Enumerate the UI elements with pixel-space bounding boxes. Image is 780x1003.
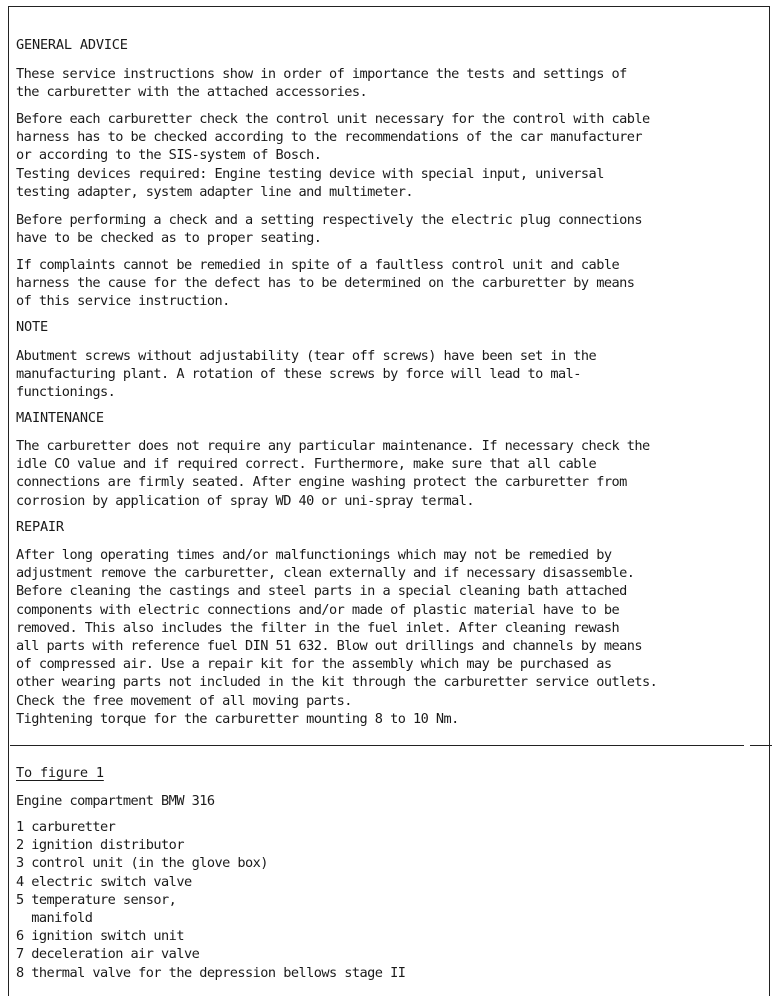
figure-heading: To figure 1	[16, 765, 104, 781]
general-advice-paragraph-3: Before performing a check and a setting respectively the electric plug connections have to be checked as to proper seating.	[16, 212, 642, 247]
frame-left-border	[8, 6, 9, 996]
figure-caption: Engine compartment BMW 316	[16, 793, 215, 809]
maintenance-paragraph: The carburetter does not require any particular maintenance. If necessary check the idle CO value and if required correct. Furthermore, make sure that all cable connections are firmly seated. After engine washing protect the carburetter from corrosion by application of spray WD 40 or uni-spray termal.	[16, 438, 650, 509]
heading-general-advice: GENERAL ADVICE	[16, 37, 128, 53]
frame-top-border	[8, 6, 770, 7]
note-paragraph: Abutment screws without adjustability (tear off screws) have been set in the manufacturing plant. A rotation of these screws by force will lead to mal- functionings.	[16, 348, 597, 401]
figure-legend-list: 1 carburetter 2 ignition distributor 3 control unit (in the glove box) 4 electric switch valve 5 temperature sensor, manifold 6 ignition switch unit 7 deceleration air valve 8 thermal valve for the depression bellows stage II	[16, 819, 406, 981]
section-divider-end	[750, 745, 772, 746]
general-advice-paragraph-2: Before each carburetter check the control unit necessary for the control with cable harness has to be checked according to the recommendations of the car manufacturer or according to the SIS-system of Bosch. Testing devices required: Engine testing device with special input, universal testing adapter, system adapter line and multimeter.	[16, 111, 650, 200]
section-divider	[10, 745, 744, 746]
heading-maintenance: MAINTENANCE	[16, 410, 104, 426]
frame-right-border	[769, 6, 770, 996]
general-advice-paragraph-4: If complaints cannot be remedied in spite of a faultless control unit and cable harness the cause for the defect has to be determined on the carburetter by means of this service instruction.	[16, 257, 635, 310]
repair-paragraph: After long operating times and/or malfunctionings which may not be remedied by adjustment remove the carburetter, clean externally and if necessary disassemble. Before cleaning the castings and steel parts in a special cleaning bath attached components with electric connections and/or made of plastic material have to be removed. This also includes the filter in the fuel inlet. After cleaning rewash all parts with reference fuel DIN 51 632. Blow out drillings and channels by means of compressed air. Use a repair kit for the assembly which may be purchased as other wearing parts not included in the kit through the carburetter service outlets. Check the free movement of all moving parts. Tightening torque for the carburetter mounting 8 to 10 Nm.	[16, 547, 658, 727]
heading-repair: REPAIR	[16, 519, 64, 535]
heading-note: NOTE	[16, 319, 48, 335]
general-advice-paragraph-1: These service instructions show in order of importance the tests and settings of the carburetter with the attached accessories.	[16, 66, 627, 101]
